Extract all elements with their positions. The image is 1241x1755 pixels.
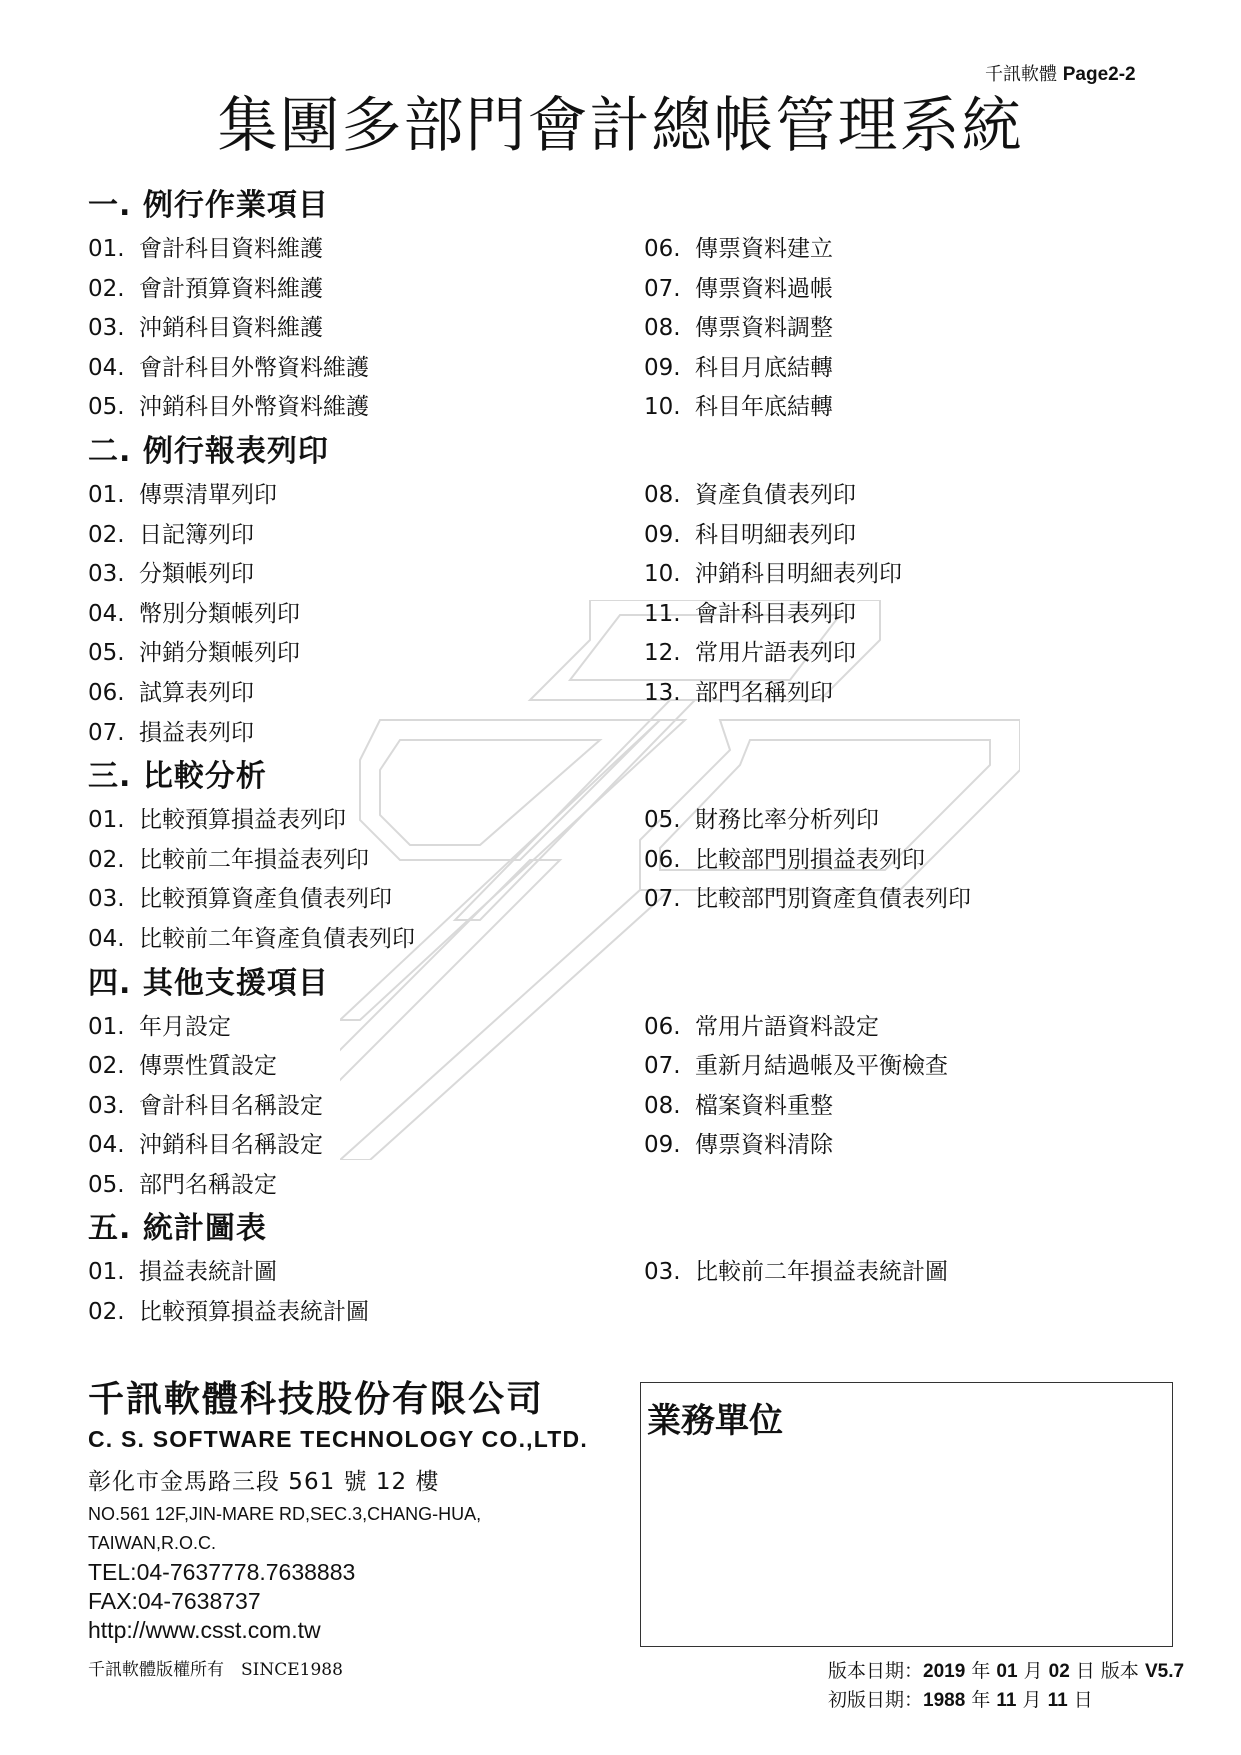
item-label: 傳票資料調整 — [695, 315, 833, 342]
fax-number: FAX:04-7638737 — [88, 1588, 261, 1614]
section-items — [88, 801, 1188, 959]
list-item — [88, 349, 644, 389]
list-item — [88, 920, 644, 960]
item-label: 試算表列印 — [139, 679, 254, 706]
item-number: 06. — [88, 679, 125, 706]
company-info — [88, 1378, 588, 1680]
list-item — [88, 714, 644, 754]
section-title: 一. 例行作業項目 — [88, 188, 329, 223]
item-label: 傳票清單列印 — [139, 481, 277, 508]
company-address: 彰化市金馬路三段 561 號 12 樓 — [88, 1469, 440, 1495]
item-label: 比較部門別損益表列印 — [695, 846, 925, 873]
item-label: 常用片語表列印 — [695, 640, 856, 667]
list-item — [644, 349, 1164, 389]
item-label: 會計科目外幣資料維護 — [139, 354, 369, 381]
item-label: 傳票性質設定 — [139, 1053, 277, 1080]
item-number: 09. — [644, 354, 681, 381]
first-month: 11 — [996, 1690, 1017, 1711]
list-item — [88, 634, 644, 674]
item-number: 06. — [644, 846, 681, 873]
list-item — [644, 1126, 1164, 1166]
item-number: 06. — [644, 1013, 681, 1040]
item-number: 05. — [88, 640, 125, 667]
feature-list — [88, 182, 1188, 1333]
item-number: 04. — [88, 1132, 125, 1159]
company-contact — [88, 1558, 588, 1645]
item-label: 重新月結過帳及平衡檢查 — [695, 1053, 948, 1080]
item-number: 09. — [644, 1132, 681, 1159]
item-number: 04. — [88, 354, 125, 381]
item-label: 常用片語資料設定 — [695, 1013, 879, 1040]
list-item — [644, 476, 1164, 516]
list-item — [88, 1293, 644, 1333]
item-label: 比較部門別資產負債表列印 — [695, 886, 971, 913]
item-number: 03. — [88, 886, 125, 913]
item-label: 會計科目表列印 — [695, 600, 856, 627]
item-label: 比較前二年損益表列印 — [139, 846, 369, 873]
section-items — [88, 476, 1188, 753]
list-item — [644, 1087, 1164, 1127]
list-item — [88, 1253, 644, 1293]
page-number: Page2-2 — [1062, 64, 1136, 85]
item-label: 科目年底結轉 — [695, 394, 833, 421]
item-number: 03. — [88, 315, 125, 342]
list-item — [88, 388, 644, 428]
item-label: 傳票資料建立 — [695, 236, 833, 262]
first-year: 1988 — [923, 1690, 966, 1711]
item-number: 04. — [88, 925, 125, 952]
item-number: 02. — [88, 1053, 125, 1080]
list-item — [88, 270, 644, 310]
year-unit: 年 — [971, 1660, 991, 1682]
section-items — [88, 1008, 1188, 1206]
item-number: 05. — [644, 807, 681, 834]
item-label: 會計科目名稱設定 — [139, 1092, 323, 1119]
list-item — [88, 1047, 644, 1087]
month-unit: 月 — [1022, 1689, 1042, 1711]
list-item — [88, 555, 644, 595]
version-label: 版本 — [1100, 1660, 1139, 1682]
item-number: 01. — [88, 236, 125, 262]
item-label: 沖銷分類帳列印 — [139, 640, 300, 667]
section-routine-reports — [88, 428, 1188, 753]
section-comparison-analysis — [88, 753, 1188, 959]
first-date-line — [828, 1686, 1184, 1715]
company-name: 千訊軟體科技股份有限公司 — [88, 1379, 545, 1420]
item-label: 財務比率分析列印 — [695, 807, 879, 834]
item-number: 01. — [88, 481, 125, 508]
item-label: 部門名稱列印 — [695, 679, 833, 706]
item-label: 日記簿列印 — [139, 521, 254, 548]
section-other-support — [88, 960, 1188, 1206]
list-item — [644, 841, 1164, 881]
item-label: 沖銷科目資料維護 — [139, 315, 323, 342]
item-number: 05. — [88, 1171, 125, 1198]
company-name-en: C. S. SOFTWARE TECHNOLOGY CO.,LTD. — [88, 1426, 588, 1452]
list-item — [88, 595, 644, 635]
list-item — [88, 674, 644, 714]
list-item — [644, 1008, 1164, 1048]
item-label: 傳票資料過帳 — [695, 275, 833, 302]
item-number: 04. — [88, 600, 125, 627]
list-item — [88, 1126, 644, 1166]
list-item — [644, 230, 1164, 270]
item-number: 12. — [644, 640, 681, 667]
item-label: 會計科目資料維護 — [139, 236, 323, 262]
item-number: 07. — [644, 275, 681, 302]
item-label: 部門名稱設定 — [139, 1171, 277, 1198]
version-date-line — [828, 1657, 1184, 1686]
section-items — [88, 230, 1188, 428]
item-label: 沖銷科目明細表列印 — [695, 561, 902, 588]
item-number: 07. — [88, 719, 125, 746]
item-label: 傳票資料清除 — [695, 1132, 833, 1159]
item-number: 03. — [88, 1092, 125, 1119]
section-items — [88, 1253, 1188, 1332]
list-item — [88, 230, 644, 270]
item-number: 13. — [644, 679, 681, 706]
list-item — [88, 516, 644, 556]
list-item — [644, 1047, 1164, 1087]
item-number: 01. — [88, 1013, 125, 1040]
section-title: 二. 例行報表列印 — [88, 433, 329, 469]
list-item — [88, 309, 644, 349]
version-day: 02 — [1048, 1661, 1070, 1682]
version-year: 2019 — [923, 1661, 966, 1682]
first-day: 11 — [1047, 1690, 1068, 1711]
address-en-line-2: TAIWAN,R.O.C. — [88, 1533, 216, 1553]
list-item — [644, 516, 1164, 556]
version-info — [828, 1657, 1184, 1715]
list-item — [644, 1253, 1164, 1293]
item-number: 07. — [644, 1053, 681, 1080]
item-number: 03. — [88, 561, 125, 588]
item-label: 科目月底結轉 — [695, 354, 833, 381]
item-label: 比較預算損益表統計圖 — [139, 1299, 369, 1326]
website-link[interactable]: http://www.csst.com.tw — [88, 1617, 321, 1643]
list-item — [644, 674, 1164, 714]
day-unit: 日 — [1075, 1660, 1095, 1682]
section-title: 五. 統計圖表 — [88, 1211, 267, 1247]
item-number: 08. — [644, 481, 681, 508]
list-item — [644, 270, 1164, 310]
month-unit: 月 — [1023, 1660, 1043, 1682]
item-number: 02. — [88, 1299, 125, 1326]
item-label: 沖銷科目外幣資料維護 — [139, 394, 369, 421]
page-label-prefix: 千訊軟體 — [985, 64, 1057, 85]
item-number: 01. — [88, 1259, 125, 1286]
page-title: 集團多部門會計總帳管理系統 — [217, 91, 1024, 161]
list-item — [88, 476, 644, 516]
item-number: 08. — [644, 1092, 681, 1119]
list-item — [644, 595, 1164, 635]
address-en-line-1: NO.561 12F,JIN-MARE RD,SEC.3,CHANG-HUA, — [88, 1504, 482, 1524]
item-label: 檔案資料重整 — [695, 1092, 833, 1119]
item-number: 10. — [644, 561, 681, 588]
section-statistical-charts — [88, 1205, 1188, 1332]
item-number: 02. — [88, 275, 125, 302]
item-label: 年月設定 — [139, 1013, 231, 1040]
item-number: 06. — [644, 236, 681, 262]
item-label: 分類帳列印 — [139, 561, 254, 588]
version-month: 01 — [996, 1661, 1018, 1682]
list-item — [644, 634, 1164, 674]
copyright: 千訊軟體版權所有 SINCE1988 — [88, 1660, 343, 1680]
item-label: 比較前二年損益表統計圖 — [695, 1259, 948, 1286]
list-item — [88, 841, 644, 881]
item-label: 比較預算資產負債表列印 — [139, 886, 392, 913]
item-number: 10. — [644, 394, 681, 421]
list-item — [644, 801, 1164, 841]
item-number: 11. — [644, 600, 681, 627]
item-label: 幣別分類帳列印 — [139, 600, 300, 627]
list-item — [88, 1087, 644, 1127]
item-label: 會計預算資料維護 — [139, 275, 323, 302]
item-number: 07. — [644, 886, 681, 913]
sales-unit-box — [640, 1382, 1173, 1647]
item-number: 01. — [88, 807, 125, 834]
first-date-label: 初版日期： — [828, 1689, 924, 1711]
item-label: 科目明細表列印 — [695, 521, 856, 548]
item-number: 03. — [644, 1259, 681, 1286]
section-routine-operations — [88, 182, 1188, 428]
list-item — [88, 880, 644, 920]
list-item — [644, 388, 1164, 428]
section-title: 四. 其他支援項目 — [88, 965, 329, 1001]
list-item — [88, 1008, 644, 1048]
day-unit: 日 — [1073, 1689, 1093, 1711]
version-number: V5.7 — [1144, 1661, 1185, 1682]
year-unit: 年 — [971, 1689, 991, 1711]
phone-number: TEL:04-7637778.7638883 — [88, 1559, 356, 1585]
item-label: 比較前二年資產負債表列印 — [139, 925, 415, 952]
list-item — [644, 880, 1164, 920]
item-label: 損益表統計圖 — [139, 1259, 277, 1286]
item-number: 08. — [644, 315, 681, 342]
sales-unit-title: 業務單位 — [647, 1401, 783, 1441]
item-label: 沖銷科目名稱設定 — [139, 1132, 323, 1159]
item-number: 02. — [88, 521, 125, 548]
list-item — [88, 1166, 644, 1206]
company-address-en — [88, 1500, 588, 1558]
item-label: 資產負債表列印 — [695, 481, 856, 508]
list-item — [644, 555, 1164, 595]
item-number: 09. — [644, 521, 681, 548]
version-date-label: 版本日期： — [828, 1660, 924, 1682]
item-label: 損益表列印 — [139, 719, 254, 746]
list-item — [644, 309, 1164, 349]
item-number: 02. — [88, 846, 125, 873]
list-item — [88, 801, 644, 841]
item-number: 05. — [88, 394, 125, 421]
section-title: 三. 比較分析 — [88, 759, 267, 795]
item-label: 比較預算損益表列印 — [139, 807, 346, 834]
